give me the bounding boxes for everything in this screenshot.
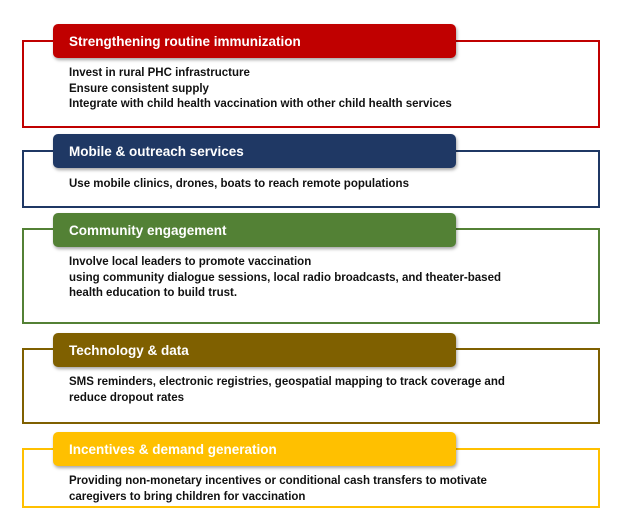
section-line: Integrate with child health vaccination with other child health services	[69, 98, 452, 110]
section-header-mobile-outreach: Mobile & outreach services	[53, 134, 456, 168]
section-line: Providing non-monetary incentives or conditional cash transfers to motivate	[69, 475, 487, 487]
section-line: Involve local leaders to promote vaccination	[69, 256, 312, 268]
section-line: SMS reminders, electronic registries, geospatial mapping to track coverage and	[69, 376, 505, 388]
section-header-community-engagement: Community engagement	[53, 213, 456, 247]
section-header-technology-data: Technology & data	[53, 333, 456, 367]
section-line: Use mobile clinics, drones, boats to reach remote populations	[69, 178, 409, 190]
section-content-mobile-outreach	[69, 177, 409, 193]
section-content-incentives-demand	[69, 474, 487, 505]
section-line: Ensure consistent supply	[69, 82, 209, 95]
section-line: caregivers to bring children for vaccination	[69, 490, 306, 503]
section-content-technology-data	[69, 375, 505, 406]
section-line: Invest in rural PHC infrastructure	[69, 67, 250, 79]
section-header-routine-immunization: Strengthening routine immunization	[53, 24, 456, 58]
section-content-routine-immunization	[69, 66, 452, 113]
section-line: reduce dropout rates	[69, 391, 185, 404]
section-line: using community dialogue sessions, local radio broadcasts, and theater-based	[69, 271, 501, 284]
section-line: health education to build trust.	[69, 287, 238, 299]
section-content-community-engagement	[69, 255, 501, 302]
section-header-incentives-demand: Incentives & demand generation	[53, 432, 456, 466]
